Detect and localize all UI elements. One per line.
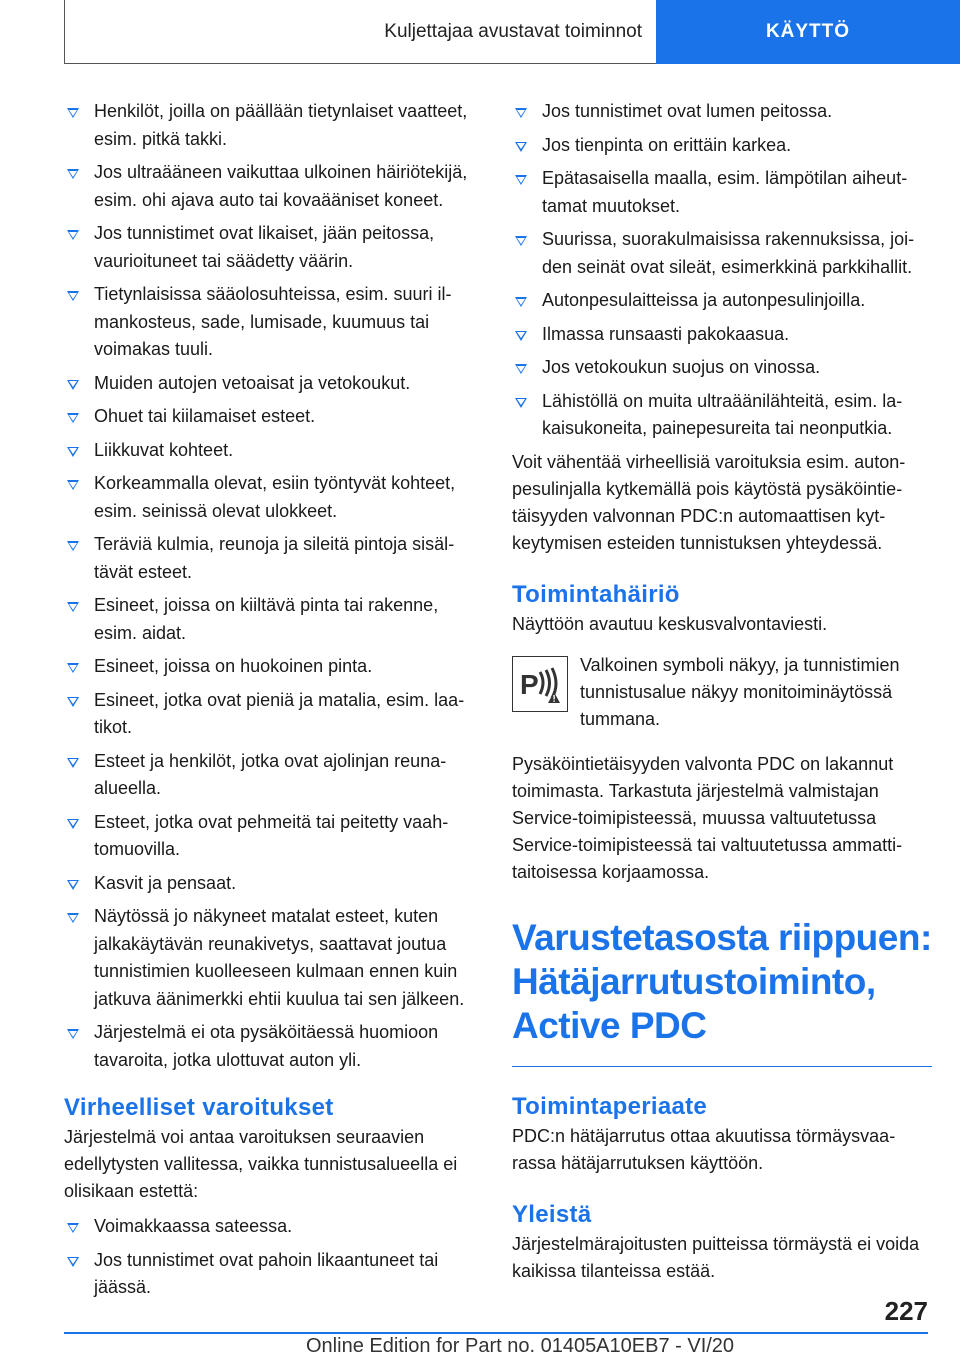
bullet-triangle-icon: [67, 1257, 79, 1267]
bullet-triangle-icon: [515, 331, 527, 341]
malfunction-icon-row: [512, 652, 932, 733]
list-item: Autonpesulaitteissa ja autonpesulinjoilla.: [512, 287, 932, 315]
bullet-triangle-icon: [67, 758, 79, 768]
list-item: Jos vetokoukun suojus on vinossa.: [512, 354, 932, 382]
false-warnings-heading: Virheelliset varoitukset: [64, 1094, 334, 1121]
bullet-triangle-icon: [67, 380, 79, 390]
false-warning-reduction-paragraph: Voit vähentää virheellisiä varoituksia esim. autonpesulinjalla kytkemällä pois käytöstä pysäköintietäisyyden valvonnan PDC:n automaattisen kytkeytymisen esteiden tunnistuksen yhteydessä.: [512, 451, 906, 553]
bullet-triangle-icon: [67, 413, 79, 423]
bullet-triangle-icon: [515, 236, 527, 246]
bullet-triangle-icon: [67, 913, 79, 923]
bullet-triangle-icon: [67, 169, 79, 179]
list-item: Esteet ja henkilöt, jotka ovat ajolinjan reunaalueella.: [64, 748, 480, 803]
list-item: Henkilöt, joilla on päällään tietynlaiset vaatteet, esim. pitkä takki.: [64, 98, 480, 153]
list-item: Teräviä kulmia, reunoja ja sileitä pintoja sisältävät esteet.: [64, 531, 480, 586]
bullet-triangle-icon: [67, 480, 79, 490]
heading-divider: [512, 1066, 932, 1068]
list-item: Esineet, jotka ovat pieniä ja matalia, esim. laatikot.: [64, 687, 480, 742]
list-item: Kasvit ja pensaat.: [64, 870, 480, 898]
bullet-triangle-icon: [67, 1029, 79, 1039]
bullet-triangle-icon: [67, 291, 79, 301]
list-item: Muiden autojen vetoaisat ja vetokoukut.: [64, 370, 480, 398]
list-item: Korkeammalla olevat, esiin työntyvät kohteet, esim. seinissä olevat ulokkeet.: [64, 470, 480, 525]
bullet-triangle-icon: [67, 230, 79, 240]
general-body: Järjestelmärajoitusten puitteissa törmäystä ei voida kaikissa tilanteissa estää.: [512, 1234, 920, 1281]
false-warnings-list: [64, 1213, 480, 1302]
list-item: Jos tunnistimet ovat lumen peitossa.: [512, 98, 932, 126]
bullet-triangle-icon: [67, 663, 79, 673]
list-item: Esineet, joissa on kiiltävä pinta tai rakenne, esim. aidat.: [64, 592, 480, 647]
list-item: Jos tunnistimet ovat pahoin likaantuneet tai jäässä.: [64, 1247, 480, 1302]
malfunction-heading: Toimintahäiriö: [512, 580, 680, 608]
list-item: Suurissa, suorakulmaisissa rakennuksissa, joiden seinät ovat sileät, esimerkkinä parkkihallit.: [512, 226, 932, 281]
list-item: Lähistöllä on muita ultraäänilähteitä, esim. lakaisukoneita, painepesureita tai neonputkia.: [512, 388, 932, 443]
bullet-triangle-icon: [67, 602, 79, 612]
bullet-triangle-icon: [67, 1223, 79, 1233]
list-item: Ilmassa runsaasti pakokaasua.: [512, 321, 932, 349]
bullet-triangle-icon: [67, 447, 79, 457]
list-item: Näytössä jo näkyneet matalat esteet, kuten jalkakäytävän reunakivetys, saattavat joutua tunnistimien kuolleeseen kulmaan ennen kuin jatkuva äänimerkki ehtii kuulua tai sen jälkeen.: [64, 903, 480, 1013]
page-header: [64, 0, 960, 64]
bullet-triangle-icon: [67, 819, 79, 829]
malfunction-body: Pysäköintietäisyyden valvonta PDC on lakannut toimimasta. Tarkastuta järjestelmä valmistajan Service-toimipisteessä, muussa valtuutetussa Service-toimipisteessä tai valtuutetussa ammattitaitoisessa korjaamossa.: [512, 753, 903, 882]
principle-heading: Toimintaperiaate: [512, 1093, 708, 1120]
limitation-list: [64, 98, 480, 1074]
list-item: Jos tienpinta on erittäin karkea.: [512, 132, 932, 160]
bullet-triangle-icon: [515, 398, 527, 408]
bullet-triangle-icon: [67, 541, 79, 551]
malfunction-intro: Näyttöön avautuu keskusvalvontaviesti.: [512, 613, 828, 634]
bullet-triangle-icon: [67, 697, 79, 707]
list-item: Esteet, jotka ovat pehmeitä tai peitetty vaahtomuovilla.: [64, 809, 480, 864]
list-item: Jos ultraääneen vaikuttaa ulkoinen häiriötekijä, esim. ohi ajava auto tai kovaääniset koneet.: [64, 159, 480, 214]
left-column: [64, 98, 480, 1308]
malfunction-icon-description: Valkoinen symboli näkyy, ja tunnistimien tunnistusalue näkyy monitoiminäytössä tummana.: [580, 654, 900, 729]
list-item: Ohuet tai kiilamaiset esteet.: [64, 403, 480, 431]
list-item: Liikkuvat kohteet.: [64, 437, 480, 465]
bullet-triangle-icon: [515, 108, 527, 118]
section-title: Kuljettajaa avustavat toiminnot: [64, 0, 656, 64]
conditions-list: [512, 98, 932, 443]
list-item: Jos tunnistimet ovat likaiset, jään peitossa, vaurioituneet tai säädetty väärin.: [64, 220, 480, 275]
bullet-triangle-icon: [67, 880, 79, 890]
list-item: Tietynlaisissa sääolosuhteissa, esim. suuri ilmankosteus, sade, lumisade, kuumuus tai voimakas tuuli.: [64, 281, 480, 364]
list-item: Epätasaisella maalla, esim. lämpötilan aiheuttamat muutokset.: [512, 165, 932, 220]
page-number: 227: [884, 1296, 928, 1326]
false-warnings-intro: Järjestelmä voi antaa varoituksen seuraavien edellytysten vallitessa, vaikka tunnistusalueella ei olisikaan estettä:: [64, 1127, 458, 1201]
list-item: Esineet, joissa on huokoinen pinta.: [64, 653, 480, 681]
list-item: Voimakkaassa sateessa.: [64, 1213, 480, 1241]
list-item: Järjestelmä ei ota pysäköitäessä huomioon tavaroita, jotka ulottuvat auton yli.: [64, 1019, 480, 1074]
svg-text:P: P: [520, 668, 539, 700]
right-column: [512, 98, 932, 1285]
bullet-triangle-icon: [67, 108, 79, 118]
bullet-triangle-icon: [515, 364, 527, 374]
pdc-fault-icon: [512, 656, 568, 712]
bullet-triangle-icon: [515, 297, 527, 307]
bullet-triangle-icon: [515, 142, 527, 152]
main-heading: Varustetasosta riippuen: Hätäjarrutustoiminto, Active PDC: [512, 916, 932, 1046]
bullet-triangle-icon: [515, 175, 527, 185]
footer-edition: Online Edition for Part no. 01405A10EB7 - VI/20: [306, 1335, 735, 1357]
general-heading: Yleistä: [512, 1201, 592, 1228]
chapter-tab: KÄYTTÖ: [656, 0, 960, 64]
principle-body: PDC:n hätäjarrutus ottaa akuutissa törmäysvaarassa hätäjarrutuksen käyttöön.: [512, 1126, 896, 1173]
footer-divider: [64, 1332, 928, 1334]
